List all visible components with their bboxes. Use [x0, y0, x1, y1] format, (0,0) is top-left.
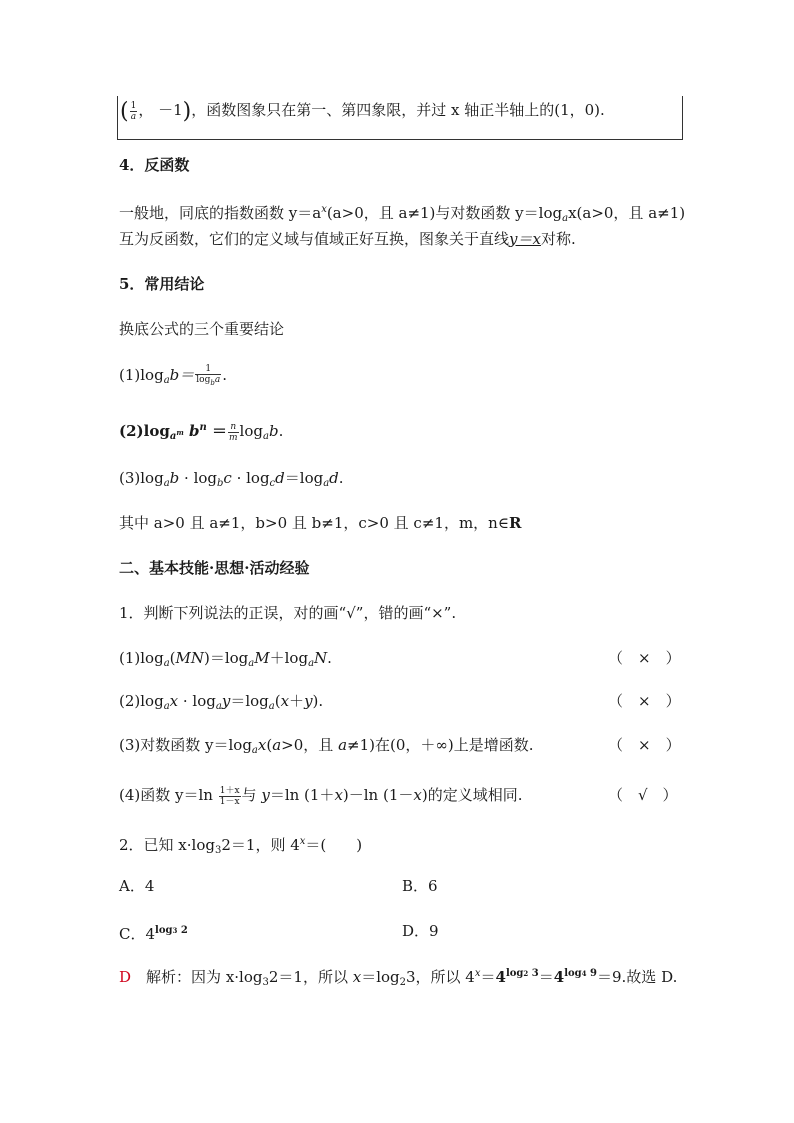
formula-2: $(2)\log_{a^m}$ $b^n$ ＝ $\frac{n}{m}$ $\log_ab$.: [119, 421, 284, 443]
q1-item-3: (3)对数函数 $y=\log_ax(a>0$，且 a≠1)在(0，＋∞)上是增函数.: [119, 736, 534, 756]
q2-option-b: B．6: [402, 877, 438, 895]
q1-stem: 1．判断下列说法的正误，对的画“√”，错的画“×”.: [119, 604, 457, 622]
formula-1: $(1)\log_ab=$ $\frac{1}{\log_ba}$ .: [119, 364, 227, 387]
q2-stem: 2．已知 $x\cdot\log_32=1$，则 $4^x=$( ): [119, 836, 363, 856]
q1-item-2-mark: （ × ）: [608, 692, 681, 710]
conditions-line: 其中 a>0 且 a≠1，b>0 且 b≠1，c>0 且 c≠1，m，n∈R: [119, 514, 522, 532]
q1-item-3-mark: （ × ）: [608, 736, 681, 754]
q2-option-a: A．4: [119, 877, 155, 895]
q1-item-4: (4)函数 y＝ln $\frac{1+x}{1-x}$ 与 y＝ln (1＋x)－ln (1－x)的定义域相同.: [119, 785, 523, 807]
q2-option-c: C．$4^{log3 2}$: [119, 925, 188, 943]
answer-letter: D: [119, 968, 132, 986]
box-continuation-line: ( $\frac{1}{a}$ ， －1)，函数图象只在第一、第四象限，并过 x 轴正半轴上的(1，0).: [120, 99, 605, 124]
q1-item-1: $(1)\log_a(MN)=\log_aM+\log_aN$.: [119, 649, 332, 669]
q1-item-1-mark: （ × ）: [608, 649, 681, 667]
line-y-equals-x: y＝x: [509, 230, 541, 248]
section5-title: 5．常用结论: [119, 275, 205, 293]
section4-title: 4．反函数: [119, 156, 190, 174]
q2-option-d: D．9: [402, 922, 439, 940]
q2-answer: D 解析：因为 $x\cdot\log_32=1$，所以 $x=\log_23$，所以 $4^x=4^{log2 3}=4^{log4 9}=9$.故选 D.: [119, 968, 678, 988]
part2-title: 二、基本技能·思想·活动经验: [119, 559, 310, 577]
section4-para-line2: 互为反函数，它们的定义域与值域正好互换，图象关于直线y＝x对称.: [119, 230, 576, 248]
q1-item-4-mark: （ √ ）: [608, 786, 678, 804]
fraction-1-over-a: $\frac{1}{a}$: [130, 100, 137, 122]
section5-intro: 换底公式的三个重要结论: [119, 320, 285, 338]
q1-item-2: $(2)\log_ax \cdot \log_ay=\log_a(x+y)$.: [119, 692, 324, 712]
formula-3: $(3)\log_ab \cdot \log_bc \cdot \log_cd=\log_ad$.: [119, 469, 344, 489]
section4-para-line1: 一般地，同底的指数函数 $y=a^x(a>0$，且 a≠1)与对数函数 $y=\log_ax(a>0$，且 a≠1): [119, 204, 686, 224]
